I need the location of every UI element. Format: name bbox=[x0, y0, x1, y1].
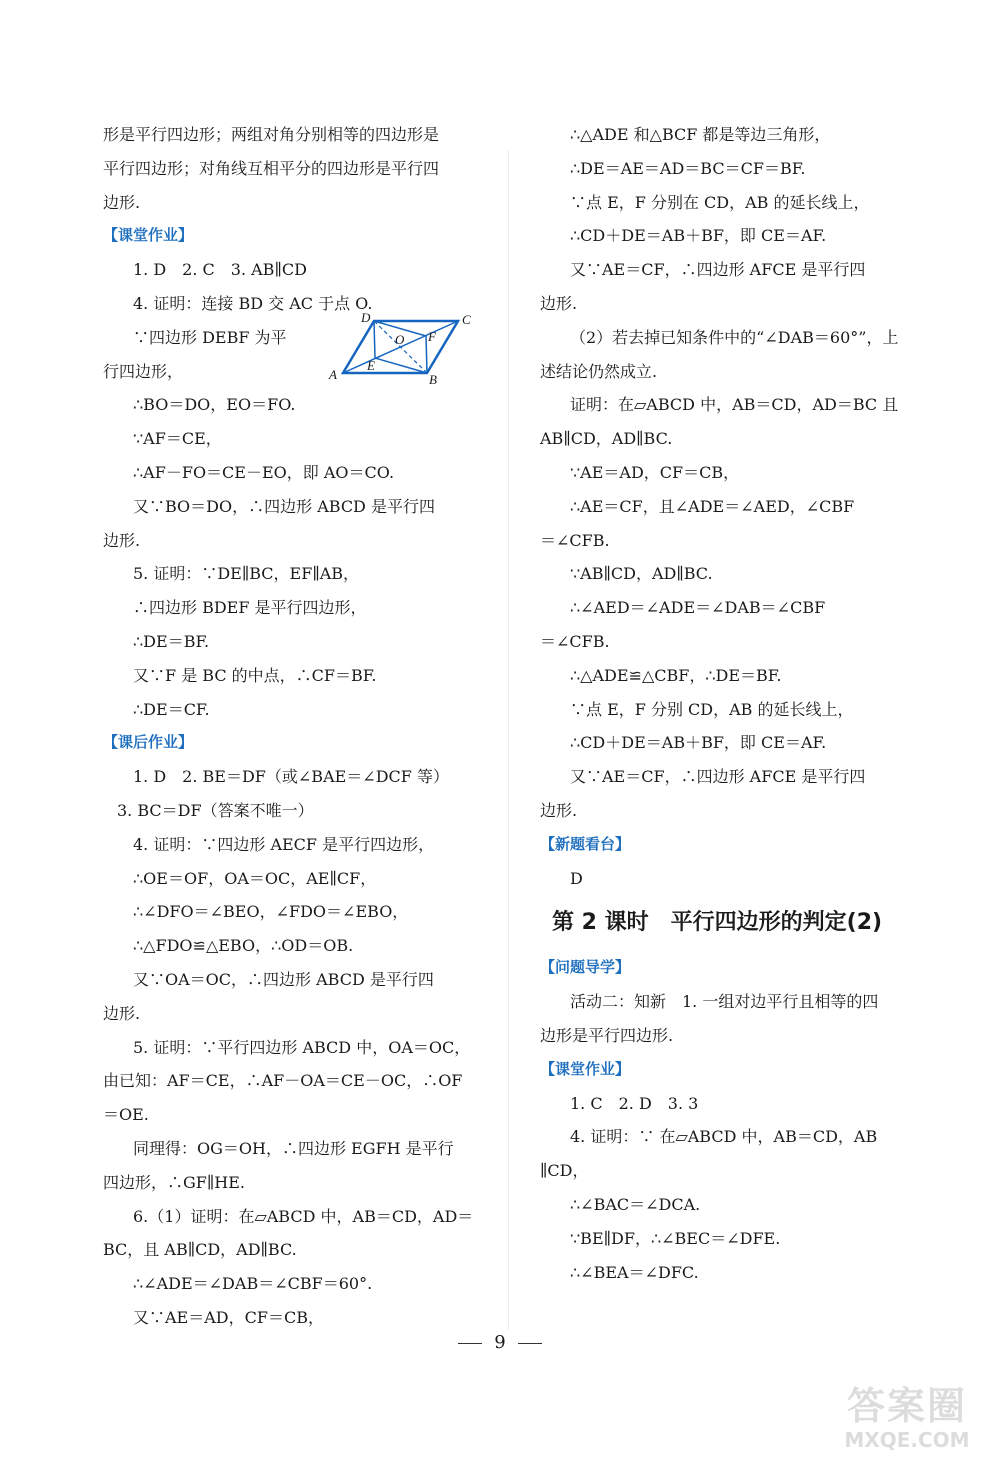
proof-line: ∵AB∥CD，AD∥BC. bbox=[570, 564, 713, 584]
proof-line: 5. 证明：∵平行四边形 ABCD 中，OA＝OC， bbox=[133, 1037, 471, 1057]
proof-line: 4. 证明：∵ 在▱ABCD 中，AB＝CD，AB bbox=[570, 1127, 878, 1147]
proof-line: 述结论仍然成立. bbox=[540, 361, 658, 381]
label-c: C bbox=[462, 312, 471, 327]
proof-line: ∵BE∥DF，∴∠BEC＝∠DFE. bbox=[570, 1228, 781, 1248]
proof-line: ∴△ADE 和△BCF 都是等边三角形， bbox=[570, 125, 831, 144]
proof-line: ＝OE. bbox=[103, 1105, 149, 1125]
section-heading-homework: 【课后作业】 bbox=[103, 733, 194, 752]
proof-line: ∵AF＝CE， bbox=[133, 429, 222, 449]
proof-line: 又∵F 是 BC 的中点，∴CF＝BF. bbox=[133, 665, 377, 685]
proof-line: ∴AF－FO＝CE－EO，即 AO＝CO. bbox=[133, 462, 395, 482]
proof-line: 6.（1）证明：在▱ABCD 中，AB＝CD，AD＝ bbox=[133, 1206, 474, 1226]
left-column bbox=[103, 118, 483, 1335]
proof-line: ∴四边形 BDEF 是平行四边形， bbox=[133, 598, 367, 618]
text-line: 边形. bbox=[103, 192, 141, 212]
watermark-url: MXQE.COM bbox=[844, 1428, 970, 1452]
segment-de bbox=[374, 321, 375, 358]
text-line: 形是平行四边形；两组对角分别相等的四边形是 bbox=[103, 125, 440, 144]
proof-line: 5. 证明：∵DE∥BC，EF∥AB， bbox=[133, 564, 360, 584]
proof-line: 又∵AE＝AD，CF＝CB， bbox=[133, 1307, 324, 1327]
proof-line: ∴DE＝BF. bbox=[133, 631, 210, 651]
proof-line: 同理得：OG＝OH，∴四边形 EGFH 是平行 bbox=[133, 1138, 454, 1158]
proof-line: ∴BO＝DO，EO＝FO. bbox=[133, 395, 296, 415]
proof-line: ∵点 E，F 分别在 CD，AB 的延长线上， bbox=[570, 192, 870, 212]
proof-line: ∴AE＝CF，且∠ADE＝∠AED，∠CBF bbox=[570, 496, 855, 516]
proof-line: ∴∠BEA＝∠DFC. bbox=[570, 1262, 699, 1282]
proof-line: ∴DE＝CF. bbox=[133, 699, 210, 719]
text-line: 平行四边形；对角线互相平分的四边形是平行四 bbox=[103, 158, 440, 178]
proof-line: 又∵AE＝CF，∴四边形 AFCE 是平行四 bbox=[570, 260, 866, 280]
answer-line: 3. BC＝DF（答案不唯一） bbox=[117, 800, 314, 820]
page-number-value: 9 bbox=[494, 1332, 506, 1353]
section-heading-guided-questions: 【问题导学】 bbox=[540, 958, 631, 977]
section-heading-classwork: 【课堂作业】 bbox=[103, 226, 194, 245]
label-o: O bbox=[395, 331, 405, 347]
segment-bf bbox=[426, 336, 427, 373]
proof-line: ＝∠CFB. bbox=[540, 631, 610, 651]
page-number bbox=[0, 1332, 1000, 1353]
label-f: F bbox=[428, 328, 436, 344]
label-a: A bbox=[329, 366, 337, 382]
proof-line: ∴CD＋DE＝AB＋BF，即 CE＝AF. bbox=[570, 733, 827, 753]
answer-line: D bbox=[570, 868, 583, 888]
proof-line: ∴∠DFO＝∠BEO，∠FDO＝∠EBO， bbox=[133, 902, 409, 922]
label-b: B bbox=[429, 371, 437, 387]
parallelogram-figure bbox=[325, 313, 485, 393]
proof-line: ∥CD， bbox=[540, 1161, 589, 1181]
proof-line: ∴∠BAC＝∠DCA. bbox=[570, 1194, 701, 1214]
section-heading-classwork-2: 【课堂作业】 bbox=[540, 1059, 631, 1078]
watermark-logo bbox=[832, 1384, 982, 1468]
proof-line: ∵点 E，F 分别 CD，AB 的延长线上， bbox=[570, 699, 854, 719]
proof-line: 边形. bbox=[540, 800, 578, 820]
proof-line: ∴∠ADE＝∠DAB＝∠CBF＝60°. bbox=[133, 1274, 373, 1294]
right-column bbox=[540, 118, 920, 1289]
answer-line: 1. C 2. D 3. 3 bbox=[570, 1093, 699, 1113]
proof-line: ∴OE＝OF，OA＝OC，AE∥CF， bbox=[133, 868, 377, 888]
proof-line: ∵AE＝AD，CF＝CB， bbox=[570, 462, 740, 482]
proof-line: ∴∠AED＝∠ADE＝∠DAB＝∠CBF bbox=[570, 598, 826, 618]
answer-line: 1. D 2. BE＝DF（或∠BAE＝∠DCF 等） bbox=[133, 767, 449, 787]
proof-line: AB∥CD，AD∥BC. bbox=[540, 429, 673, 449]
answer-line: 1. D 2. C 3. AB∥CD bbox=[133, 260, 307, 280]
proof-line: 行四边形， bbox=[103, 361, 184, 381]
proof-line: 又∵BO＝DO，∴四边形 ABCD 是平行四 bbox=[133, 496, 435, 516]
proof-line: 又∵AE＝CF，∴四边形 AFCE 是平行四 bbox=[570, 767, 866, 787]
proof-line: 由已知：AF＝CE，∴AF－OA＝CE－OC，∴OF bbox=[103, 1071, 463, 1091]
proof-line: ∴CD＋DE＝AB＋BF，即 CE＝AF. bbox=[570, 226, 827, 246]
proof-line: 4. 证明：∵四边形 AECF 是平行四边形， bbox=[133, 834, 435, 854]
section-heading-new-questions: 【新题看台】 bbox=[540, 834, 631, 853]
proof-line: 4. 证明：连接 BD 交 AC 于点 O. bbox=[133, 293, 373, 313]
lesson-topic: 平行四边形的判定(2) bbox=[670, 910, 883, 936]
label-e: E bbox=[367, 357, 375, 373]
proof-line: ＝∠CFB. bbox=[540, 530, 610, 550]
proof-line: 边形. bbox=[103, 1003, 141, 1023]
proof-line: 四边形，∴GF∥HE. bbox=[103, 1172, 245, 1192]
proof-line: BC，且 AB∥CD，AD∥BC. bbox=[103, 1240, 297, 1260]
proof-text: ∵四边形 DEBF 为平 bbox=[133, 327, 287, 347]
proof-line: 边形. bbox=[103, 530, 141, 550]
column-divider bbox=[508, 150, 509, 1330]
answer-line: 活动二：知新 1. 一组对边平行且相等的四 bbox=[570, 992, 879, 1012]
proof-line: 证明：在▱ABCD 中，AB＝CD，AD＝BC 且 bbox=[570, 395, 899, 415]
watermark-text: 答案圈 bbox=[846, 1384, 967, 1428]
proof-line: 又∵OA＝OC，∴四边形 ABCD 是平行四 bbox=[133, 969, 434, 989]
answer-line: 边形是平行四边形. bbox=[540, 1025, 674, 1045]
proof-line: ∴DE＝AE＝AD＝BC＝CF＝BF. bbox=[570, 158, 806, 178]
proof-line: ∴△FDO≌△EBO，∴OD＝OB. bbox=[133, 936, 354, 956]
proof-line: 边形. bbox=[540, 293, 578, 313]
proof-line: （2）若去掉已知条件中的“∠DAB＝60°”，上 bbox=[570, 327, 899, 347]
label-d: D bbox=[361, 312, 371, 325]
proof-line: ∴△ADE≌△CBF，∴DE＝BF. bbox=[570, 665, 782, 685]
lesson-title bbox=[540, 895, 920, 951]
lesson-number: 第 2 课时 bbox=[552, 910, 649, 936]
